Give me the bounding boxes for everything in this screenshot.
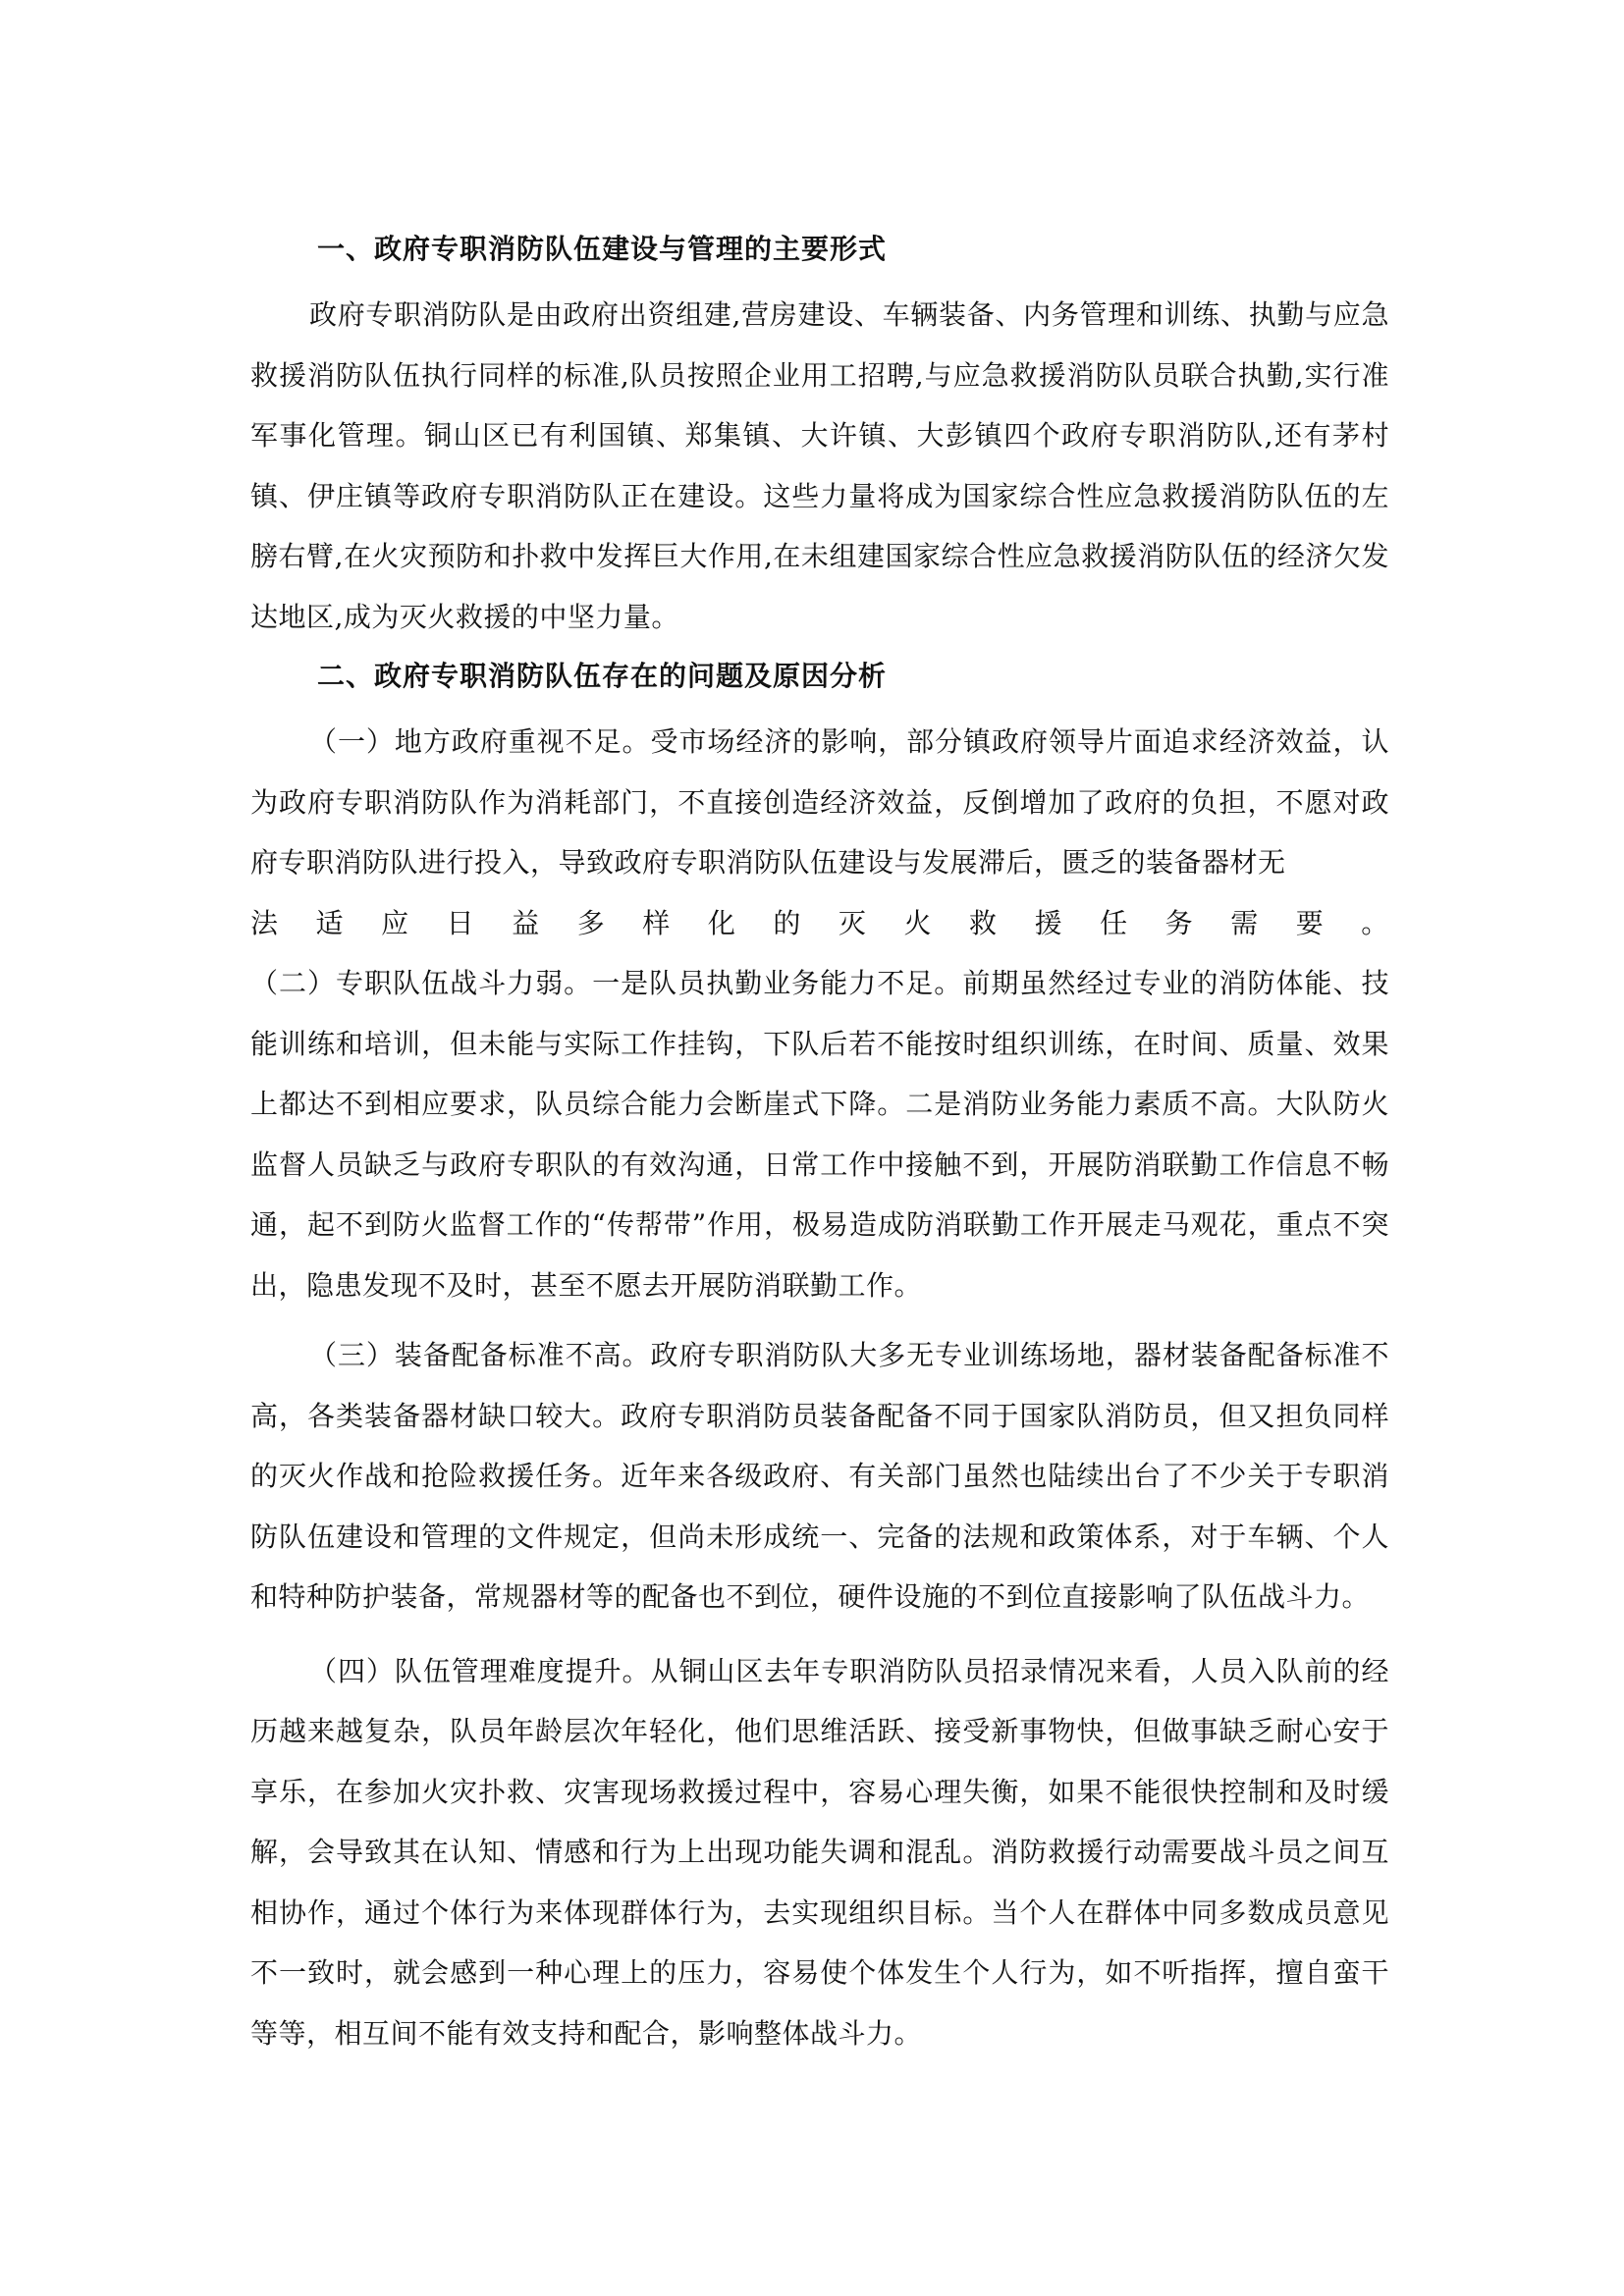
spread-char: 。 [1361,906,1389,939]
section-heading-2: 二、政府专职消防队伍存在的问题及原因分析 [317,660,888,692]
paragraph-4: （三）装备配备标准不高。政府专职消防队大多无专业训练场地，器材装备配备标准不高，各类装备器材缺口较大。政府专职消防员装备配备不同于国家队消防员，但又担负同样的灭火作战和抢险救援任务。近年来各级政府、有关部门虽然也陆续出台了不少关于专职消防队伍建设和管理的文件规定，但尚未形成统一、完备的法规和政策体系，对于车辆、个人和特种防护装备，常规器材等的配备也不到位，硬件设施的不到位直接影响了队伍战斗力。 [250,1339,1389,1613]
spread-char: 要 [1295,906,1325,939]
spread-char: 应 [381,906,409,939]
spread-char: 化 [707,906,736,939]
paragraph-3: （二）专职队伍战斗力弱。一是队员执勤业务能力不足。前期虽然经过专业的消防体能、技能训练和培训，但未能与实际工作挂钩，下队后若不能按时组织训练，在时间、质量、效果上都达不到相应要求，队员综合能力会断崖式下降。二是消防业务能力素质不高。大队防火监督人员缺乏与政府专职队的有效沟通，日常工作中接触不到，开展防消联勤工作信息不畅通，起不到防火监督工作的“传帮带”作用，极易造成防消联勤工作开展走马观花，重点不突出，隐患发现不及时，甚至不愿去开展防消联勤工作。 [250,967,1389,1302]
spread-char: 灭 [838,906,867,939]
spread-char: 适 [315,906,345,939]
spread-char: 需 [1230,906,1259,939]
spread-char: 多 [576,906,606,939]
spread-char: 法 [250,906,279,939]
spread-char: 日 [446,906,475,939]
spread-char: 益 [512,906,540,939]
spread-char: 务 [1164,906,1194,939]
section-heading-1: 一、政府专职消防队伍建设与管理的主要形式 [317,233,888,265]
spread-char: 样 [642,906,671,939]
paragraph-1: 政府专职消防队是由政府出资组建,营房建设、车辆装备、内务管理和训练、执勤与应急救援消防队伍执行同样的标准,队员按照企业用工招聘,与应急救援消防队员联合执勤,实行准军事化管理。铜山区已有利国镇、郑集镇、大许镇、大彭镇四个政府专职消防队,还有茅村镇、伊庄镇等政府专职消防队正在建设。这些力量将成为国家综合性应急救援消防队伍的左膀右臂,在火灾预防和扑救中发挥巨大作用,在未组建国家综合性应急救援消防队伍的经济欠发达地区,成为灭火救援的中坚力量。 [250,298,1389,633]
paragraph-5: （四）队伍管理难度提升。从铜山区去年专职消防队员招录情况来看，人员入队前的经历越来越复杂，队员年龄层次年轻化，他们思维活跃、接受新事物快，但做事缺乏耐心安于享乐，在参加火灾扑救、灾害现场救援过程中，容易心理失衡，如果不能很快控制和及时缓解，会导致其在认知、情感和行为上出现功能失调和混乱。消防救援行动需要战斗员之间互相协作，通过个体行为来体现群体行为，去实现组织目标。当个人在群体中同多数成员意见不一致时，就会感到一种心理上的压力，容易使个体发生个人行为，如不听指挥，擅自蛮干等等，相互间不能有效支持和配合，影响整体战斗力。 [250,1654,1389,2050]
spread-char: 援 [1034,906,1063,939]
document-page [250,222,1389,2063]
spread-char: 的 [773,906,801,939]
spread-char: 任 [1100,906,1128,939]
spread-char: 救 [969,906,998,939]
paragraph-2: （一）地方政府重视不足。受市场经济的影响，部分镇政府领导片面追求经济效益，认为政府专职消防队作为消耗部门，不直接创造经济效益，反倒增加了政府的负担，不愿对政府专职消防队进行投入，导致政府专职消防队伍建设与发展滞后，匮乏的装备器材无 [250,725,1389,879]
spread-char: 火 [903,906,932,939]
paragraph-2-last-line [250,893,1389,954]
